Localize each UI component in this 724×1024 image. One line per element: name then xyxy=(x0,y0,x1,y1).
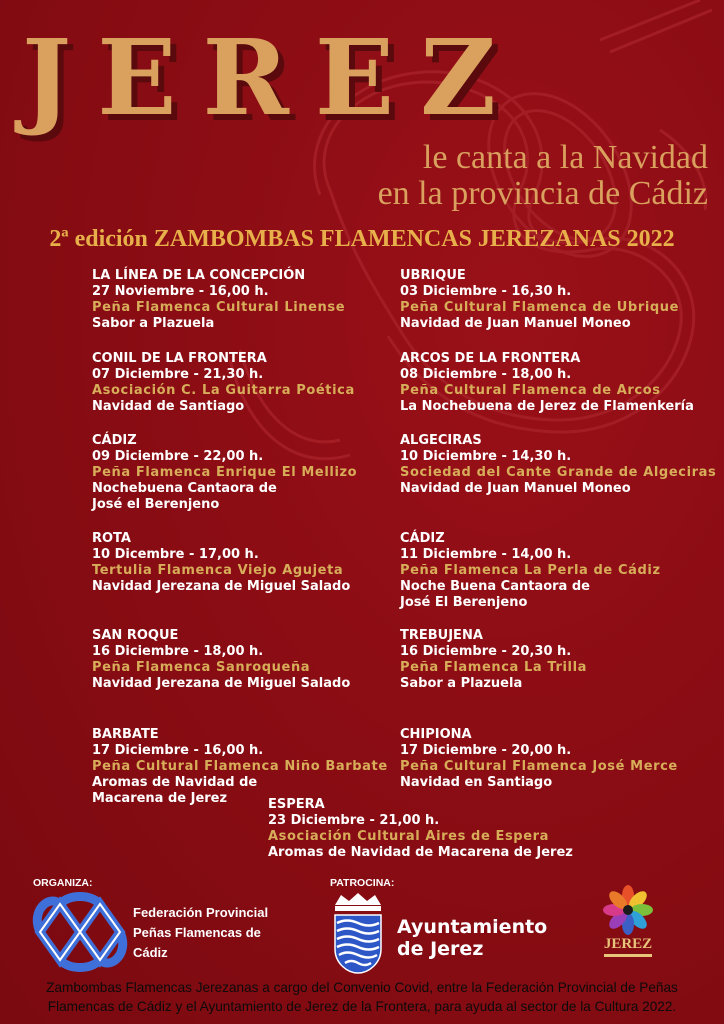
footer-note-line-1: Zambombas Flamencas Jerezanas a cargo del Convenio Covid, entre la Federación Provincial de Peñas xyxy=(46,980,678,995)
event-place: UBRIQUE xyxy=(400,268,466,283)
event-place: CÁDIZ xyxy=(400,531,445,546)
event-venue: Peña Flamenca La Trilla xyxy=(400,660,588,675)
event-show: Aromas de Navidad de xyxy=(92,775,258,790)
event-arcos xyxy=(400,351,694,415)
federacion-line-1: Federación Provincial xyxy=(133,905,269,920)
celtic-knot-icon xyxy=(30,890,130,974)
event-date: 11 Diciembre - 14,00 h. xyxy=(400,547,572,562)
organiza-label: ORGANIZA: xyxy=(33,877,93,889)
event-venue: Sociedad del Cante Grande de Algeciras xyxy=(400,465,717,480)
subtitle-line-1: le canta a la Navidad xyxy=(422,139,708,176)
event-date: 10 Dicembre - 17,00 h. xyxy=(92,547,259,562)
event-show: Macarena de Jerez xyxy=(92,791,228,806)
event-barbate xyxy=(92,727,388,807)
event-place: CONIL DE LA FRONTERA xyxy=(92,351,267,366)
event-show: Sabor a Plazuela xyxy=(92,316,215,331)
event-date: 09 Diciembre - 22,00 h. xyxy=(92,449,264,464)
event-place: ESPERA xyxy=(268,797,325,812)
event-date: 16 Diciembre - 18,00 h. xyxy=(92,644,264,659)
event-date: 03 Diciembre - 16,30 h. xyxy=(400,284,572,299)
ayuntamiento-line-2: de Jerez xyxy=(397,938,484,960)
event-date: 07 Diciembre - 21,30 h. xyxy=(92,367,264,382)
event-show: La Nochebuena de Jerez de Flamenkería xyxy=(400,399,694,414)
event-show: Navidad Jerezana de Miguel Salado xyxy=(92,579,351,594)
event-la-linea xyxy=(92,268,345,332)
event-venue: Peña Flamenca La Perla de Cádiz xyxy=(400,563,661,578)
event-place: BARBATE xyxy=(92,727,159,742)
event-show: Navidad de Santiago xyxy=(92,399,245,414)
event-venue: Peña Cultural Flamenca de Ubrique xyxy=(400,300,680,315)
event-place: ROTA xyxy=(92,531,131,546)
event-date: 17 Diciembre - 16,00 h. xyxy=(92,743,264,758)
event-venue: Peña Cultural Flamenca José Merce xyxy=(400,759,678,774)
event-show: Navidad de Juan Manuel Moneo xyxy=(400,481,631,496)
event-venue: Peña Cultural Flamenca de Arcos xyxy=(400,383,661,398)
event-venue: Peña Flamenca Sanroqueña xyxy=(92,660,311,675)
event-place: CÁDIZ xyxy=(92,433,137,448)
event-algeciras xyxy=(400,433,716,497)
event-espera xyxy=(268,797,573,861)
event-show: Nochebuena Cantaora de xyxy=(92,481,277,496)
event-venue: Peña Flamenca Cultural Linense xyxy=(92,300,346,315)
crown-shield-icon xyxy=(331,891,385,975)
event-date: 17 Diciembre - 20,00 h. xyxy=(400,743,572,758)
event-chipiona xyxy=(400,727,678,791)
event-show: José El Berenjeno xyxy=(400,595,528,610)
event-place: TREBUJENA xyxy=(400,628,483,643)
footer-note-line-2: Flamencas de Cádiz y el Ayuntamiento de Jerez de la Frontera, para ayuda al sector de la Cultura 2022. xyxy=(47,999,677,1014)
ayuntamiento-line-1: Ayuntamiento xyxy=(397,916,548,938)
subtitle-line-2: en la provincia de Cádiz xyxy=(377,175,708,212)
subtitle xyxy=(378,140,708,212)
event-show: José el Berenjeno xyxy=(92,497,220,512)
event-date: 08 Diciembre - 18,00 h. xyxy=(400,367,572,382)
event-ubrique xyxy=(400,268,679,332)
event-show: Noche Buena Cantaora de xyxy=(400,579,590,594)
event-venue: Tertulia Flamenca Viejo Agujeta xyxy=(92,563,344,578)
federacion-line-3: Cádiz xyxy=(133,945,168,960)
patrocina-label: PATROCINA: xyxy=(330,877,395,889)
footer-note xyxy=(0,978,724,1016)
event-venue: Peña Flamenca Enrique El Mellizo xyxy=(92,465,358,480)
event-date: 27 Noviembre - 16,00 h. xyxy=(92,284,269,299)
small-logo-text: JEREZ xyxy=(603,936,653,952)
event-show: Sabor a Plazuela xyxy=(400,676,523,691)
event-show: Navidad de Juan Manuel Moneo xyxy=(400,316,631,331)
ayuntamiento-name xyxy=(397,916,547,960)
event-place: ARCOS DE LA FRONTERA xyxy=(400,351,581,366)
event-conil xyxy=(92,351,355,415)
event-place: CHIPIONA xyxy=(400,727,472,742)
event-venue: Asociación Cultural Aires de Espera xyxy=(268,829,550,844)
event-cadiz-2 xyxy=(400,531,661,611)
edition-heading: 2ª edición ZAMBOMBAS FLAMENCAS JEREZANAS 2022 xyxy=(49,226,675,252)
event-san-roque xyxy=(92,628,350,692)
event-date: 16 Diciembre - 20,30 h. xyxy=(400,644,572,659)
event-date: 23 Diciembre - 21,00 h. xyxy=(268,813,440,828)
federacion-line-2: Peñas Flamencas de xyxy=(133,925,261,940)
page-title: JEREZ xyxy=(22,16,523,139)
event-venue: Peña Cultural Flamenca Niño Barbate xyxy=(92,759,388,774)
event-cadiz-1 xyxy=(92,433,357,513)
event-place: LA LÍNEA DE LA CONCEPCIÓN xyxy=(92,268,306,283)
event-date: 10 Diciembre - 14,30 h. xyxy=(400,449,572,464)
event-place: ALGECIRAS xyxy=(400,433,482,448)
event-rota xyxy=(92,531,350,595)
event-place: SAN ROQUE xyxy=(92,628,179,643)
federacion-name xyxy=(133,903,268,963)
event-show: Aromas de Navidad de Macarena de Jerez xyxy=(268,845,573,860)
event-venue: Asociación C. La Guitarra Poética xyxy=(92,383,355,398)
event-trebujena xyxy=(400,628,587,692)
event-show: Navidad en Santiago xyxy=(400,775,553,790)
event-show: Navidad Jerezana de Miguel Salado xyxy=(92,676,351,691)
